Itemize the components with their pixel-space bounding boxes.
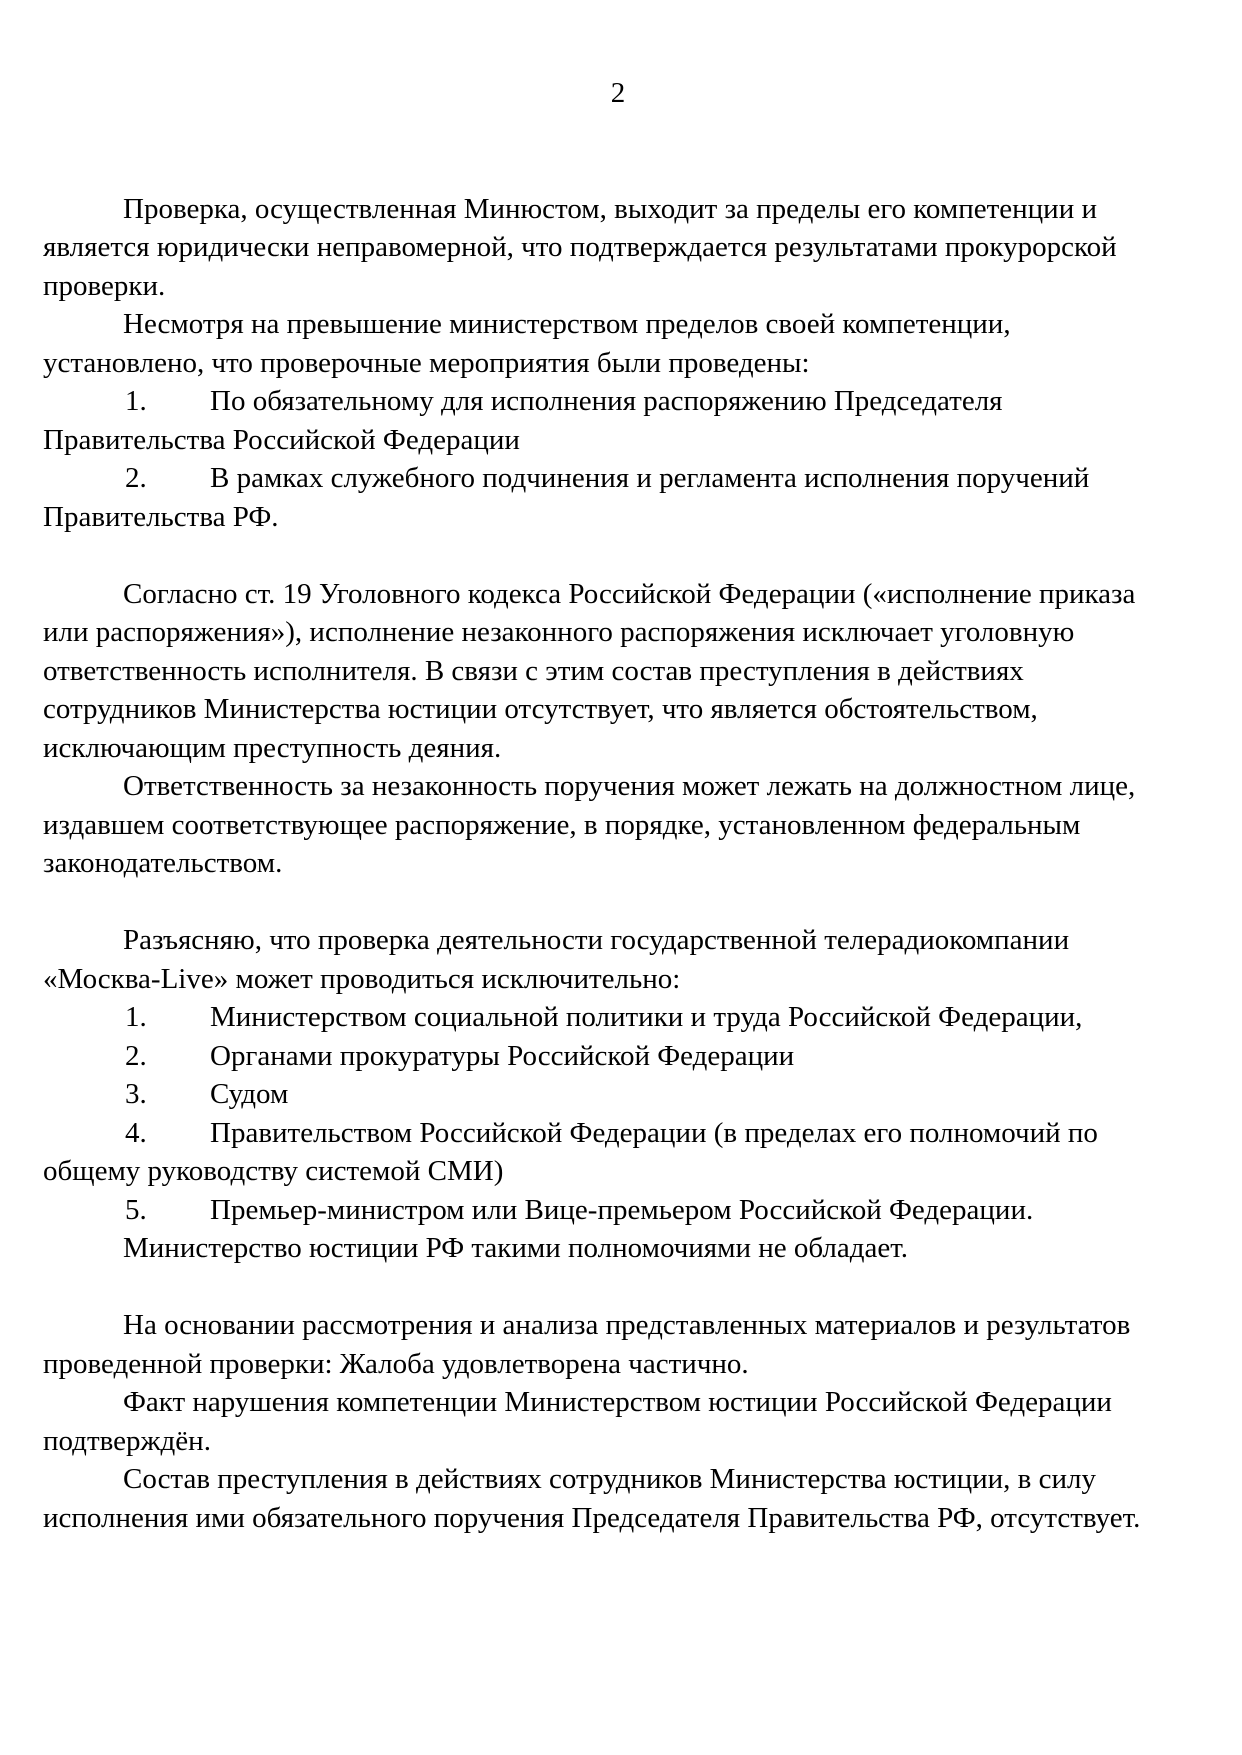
paragraph xyxy=(43,767,1193,883)
blank-line xyxy=(43,536,1193,575)
text-line: подтверждён. xyxy=(43,1424,211,1457)
text-line: или распоряжения»), исполнение незаконного распоряжения исключает уголовную xyxy=(43,616,1075,648)
paragraph xyxy=(43,1306,1193,1383)
paragraph xyxy=(43,921,1193,998)
text-line: 2. Органами прокуратуры Российской Федерации xyxy=(43,1037,1193,1076)
text-line: 1. Министерством социальной политики и труда Российской Федерации, xyxy=(43,998,1193,1037)
list-item xyxy=(43,998,1193,1037)
list-number: 1. xyxy=(125,385,147,417)
text-line: ответственность исполнителя. В связи с этим состав преступления в действиях xyxy=(43,654,1024,687)
list-number: 2. xyxy=(125,1039,147,1072)
text-line: установлено, что проверочные мероприятия были проведены: xyxy=(43,346,810,379)
text-line: 2. В рамках служебного подчинения и регламента исполнения поручений xyxy=(43,459,1193,498)
text-line: Несмотря на превышение министерством пределов своей компетенции, xyxy=(123,308,1011,340)
paragraph xyxy=(43,575,1193,768)
list-item xyxy=(43,459,1193,536)
paragraph xyxy=(43,1383,1193,1460)
text-line: Министерство юстиции РФ такими полномочиями не обладает. xyxy=(123,1232,909,1264)
text-line: 4. Правительством Российской Федерации (в пределах его полномочий по xyxy=(43,1114,1193,1153)
header-gap xyxy=(43,113,1193,190)
text-line: Правительства РФ. xyxy=(43,500,279,533)
list-number: 5. xyxy=(125,1193,147,1226)
page-number: 2 xyxy=(610,77,626,109)
text-line: Разъясняю, что проверка деятельности государственной телерадиокомпании xyxy=(123,924,1070,956)
list-item xyxy=(43,1075,1193,1114)
text-line: сотрудников Министерства юстиции отсутствует, что является обстоятельством, xyxy=(43,693,1038,725)
text-line: 5. Премьер-министром или Вице-премьером Российской Федерации. xyxy=(43,1191,1193,1230)
text-line: Правительства Российской Федерации xyxy=(43,423,520,456)
text-line: 3. Судом xyxy=(43,1075,1193,1114)
text-line: Согласно ст. 19 Уголовного кодекса Российской Федерации («исполнение приказа xyxy=(123,577,1136,610)
text-line: Проверка, осуществленная Минюстом, выходит за пределы его компетенции и xyxy=(123,192,1097,225)
document-body xyxy=(43,190,1193,1538)
text-line: 1. По обязательному для исполнения распоряжению Председателя xyxy=(43,382,1193,421)
text-line: исполнения ими обязательного поручения Председателя Правительства РФ, отсутствует. xyxy=(43,1501,1141,1534)
blank-line xyxy=(43,883,1193,922)
text-line: исключающим преступность деяния. xyxy=(43,731,502,764)
blank-line xyxy=(43,1268,1193,1307)
list-item xyxy=(43,1114,1193,1191)
text-line: Ответственность за незаконность поручения может лежать на должностном лице, xyxy=(123,770,1136,802)
text-line: Факт нарушения компетенции Министерством юстиции Российской Федерации xyxy=(123,1386,1112,1418)
list-item xyxy=(43,1037,1193,1076)
text-line: является юридически неправомерной, что подтверждается результатами прокурорской xyxy=(43,231,1117,263)
list-number: 2. xyxy=(125,462,147,494)
list-number: 3. xyxy=(125,1078,147,1110)
paragraph xyxy=(43,1460,1193,1537)
list-item xyxy=(43,1191,1193,1230)
text-line: На основании рассмотрения и анализа представленных материалов и результатов xyxy=(123,1309,1131,1341)
list-item xyxy=(43,382,1193,459)
paragraph xyxy=(43,190,1193,306)
text-line: Состав преступления в действиях сотрудников Министерства юстиции, в силу xyxy=(123,1463,1096,1495)
list-number: 4. xyxy=(125,1116,147,1149)
paragraph xyxy=(43,305,1193,382)
text-line: проверки. xyxy=(43,269,166,302)
text-line: «Москва-Live» может проводиться исключительно: xyxy=(43,962,681,995)
list-number: 1. xyxy=(125,1001,147,1033)
paragraph xyxy=(43,1229,1193,1268)
text-line: издавшем соответствующее распоряжение, в порядке, установленном федеральным xyxy=(43,808,1081,841)
text-line: общему руководству системой СМИ) xyxy=(43,1155,504,1187)
text-line: проведенной проверки: Жалоба удовлетворена частично. xyxy=(43,1347,749,1380)
text-line: законодательством. xyxy=(43,847,283,879)
